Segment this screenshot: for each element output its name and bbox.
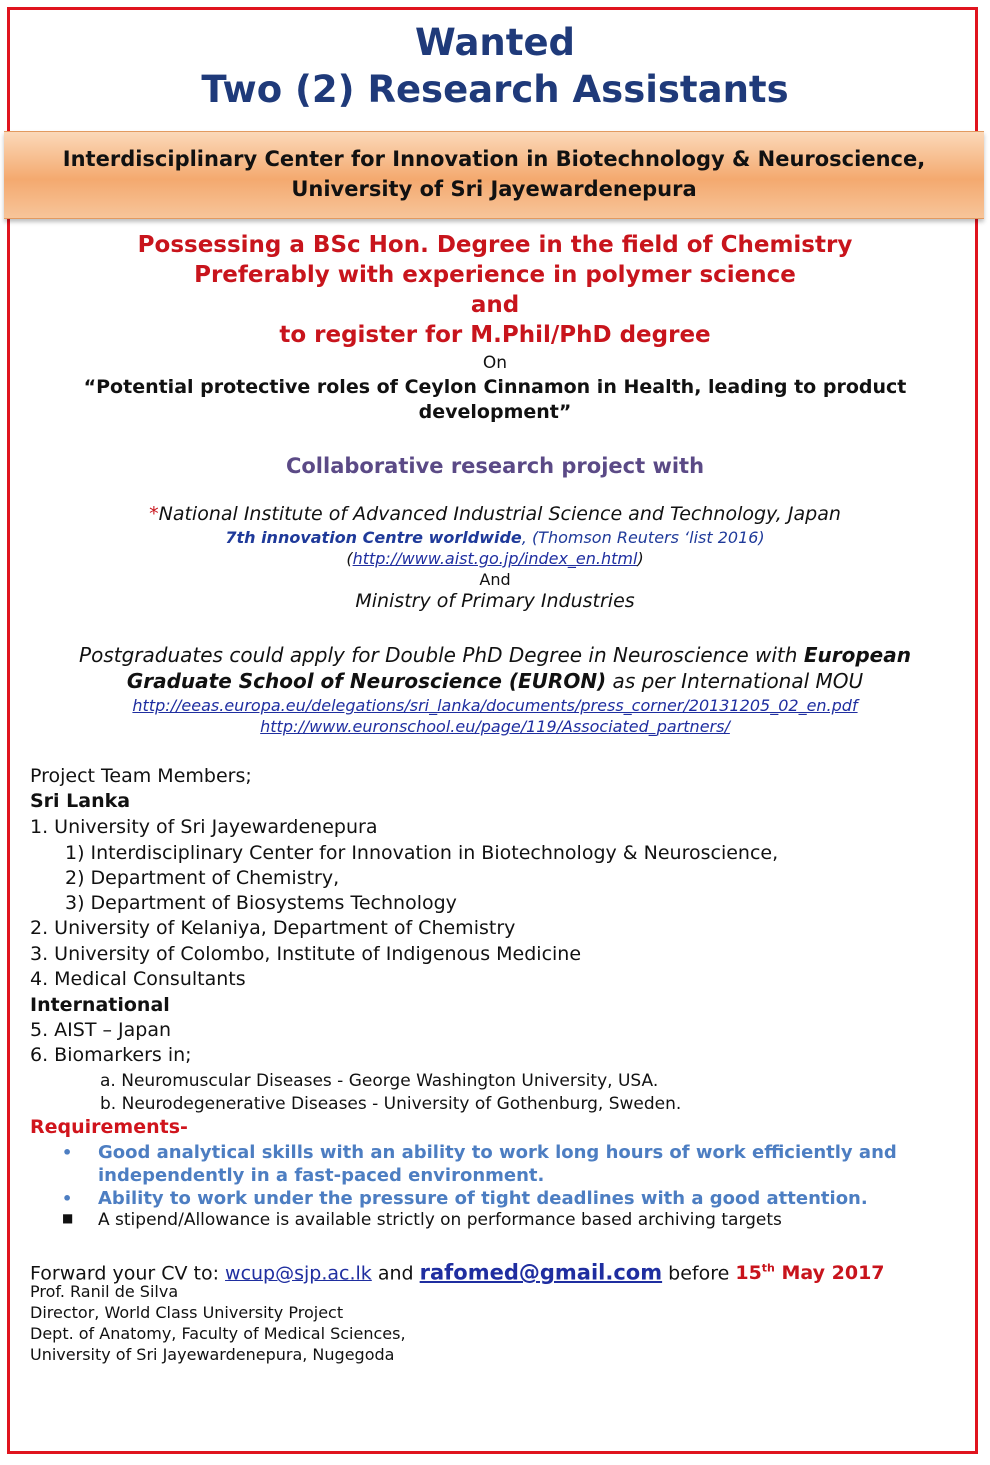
- team-item: 5. AIST – Japan: [30, 1019, 172, 1041]
- qualification-line-1: Possessing a BSc Hon. Degree in the field of Chemistry: [137, 232, 853, 258]
- eeas-link[interactable]: http://eeas.europa.eu/delegations/sri_lanka/documents/press_corner/20131205_02_en.pdf: [132, 696, 858, 715]
- institute-name: National Institute of Advanced Industrial Science and Technology, Japan: [158, 503, 841, 525]
- aist-url-line: [0, 549, 990, 568]
- institute-line: [0, 503, 990, 525]
- rank-rest: , (Thomson Reuters ‘list 2016): [521, 528, 765, 547]
- qualification-line-3: and: [470, 292, 520, 318]
- mou-text: as per International MOU: [606, 669, 864, 693]
- team-subitem: 3) Department of Biosystems Technology: [65, 892, 457, 914]
- on-label: On: [482, 353, 508, 373]
- team-item: 4. Medical Consultants: [30, 968, 246, 990]
- postgrad-text: Postgraduates could apply for Double PhD Degree in Neuroscience with: [79, 643, 804, 667]
- email-wcup[interactable]: wcup@sjp.ac.lk: [225, 1262, 372, 1285]
- deadline-sup: th: [761, 1262, 775, 1275]
- eeas-link-line: [0, 696, 990, 715]
- sri-lanka-heading: Sri Lanka: [30, 790, 131, 812]
- team-item: 6. Biomarkers in;: [30, 1044, 192, 1066]
- and-label: And: [479, 570, 511, 589]
- postgrad-line-2: [0, 669, 990, 693]
- ministry-line: Ministry of Primary Industries: [355, 590, 635, 612]
- page-title: Wanted: [414, 21, 576, 64]
- qualification-line-2: Preferably with experience in polymer science: [194, 262, 796, 288]
- requirement-1-line-1: Good analytical skills with an ability to work long hours of work efficiently and: [98, 1142, 897, 1163]
- bullet-dot: •: [62, 1189, 73, 1208]
- topic-line-2: development”: [418, 401, 572, 423]
- page-subtitle: Two (2) Research Assistants: [201, 68, 789, 111]
- signature-line: Director, World Class University Project: [30, 1303, 344, 1322]
- euron-link-line: [0, 717, 990, 736]
- before-text: before: [662, 1262, 736, 1285]
- institution-banner: [4, 131, 984, 219]
- team-item: 3. University of Colombo, Institute of Indigenous Medicine: [30, 943, 582, 965]
- asterisk: *: [149, 503, 159, 525]
- euron-bold-1: European: [803, 643, 911, 667]
- requirement-3: A stipend/Allowance is available strictly on performance based archiving targets: [98, 1210, 782, 1230]
- signature-line: Dept. of Anatomy, Faculty of Medical Sciences,: [30, 1324, 406, 1343]
- forward-label: Forward your CV to:: [30, 1262, 226, 1285]
- signature-line: University of Sri Jayewardenepura, Nugegoda: [30, 1345, 395, 1364]
- banner-line-1: Interdisciplinary Center for Innovation in Biotechnology & Neuroscience,: [62, 147, 926, 171]
- signature-line: Prof. Ranil de Silva: [30, 1282, 179, 1301]
- topic-line-1: “Potential protective roles of Ceylon Cinnamon in Health, leading to product: [83, 376, 907, 398]
- team-subitem: 2) Department of Chemistry,: [65, 867, 340, 889]
- email-rafomed[interactable]: rafomed@gmail.com: [419, 1260, 663, 1285]
- bullet-square: ■: [62, 1211, 74, 1225]
- team-heading: Project Team Members;: [30, 765, 252, 787]
- team-item: 2. University of Kelaniya, Department of Chemistry: [30, 917, 516, 939]
- team-subitem: 1) Interdisciplinary Center for Innovation in Biotechnology & Neuroscience,: [65, 842, 779, 864]
- collaboration-heading: Collaborative research project with: [285, 454, 705, 478]
- paren-open: (: [346, 549, 353, 568]
- qualification-line-4: to register for M.Phil/PhD degree: [279, 322, 711, 348]
- and-text: and: [371, 1262, 420, 1285]
- banner-line-2: University of Sri Jayewardenepura: [291, 177, 697, 201]
- rank-line: [0, 528, 990, 547]
- international-heading: International: [30, 994, 170, 1016]
- bullet-dot: •: [62, 1143, 73, 1162]
- rank-bold: 7th innovation Centre worldwide: [225, 528, 522, 547]
- paren-close: ): [637, 549, 644, 568]
- requirements-heading: Requirements-: [30, 1116, 188, 1138]
- euron-bold-2: Graduate School of Neuroscience (EURON): [126, 669, 607, 693]
- requirement-1-line-2: independently in a fast-paced environment.: [98, 1165, 545, 1186]
- aist-link[interactable]: http://www.aist.go.jp/index_en.html: [352, 549, 638, 568]
- deadline-day: 15: [735, 1262, 762, 1285]
- postgrad-line-1: [0, 643, 990, 667]
- biomarker-item: a. Neuromuscular Diseases - George Washington University, USA.: [100, 1071, 659, 1091]
- deadline-rest: May 2017: [774, 1262, 885, 1285]
- deadline: [735, 1262, 884, 1284]
- team-item: 1. University of Sri Jayewardenepura: [30, 816, 378, 838]
- biomarker-item: b. Neurodegenerative Diseases - University of Gothenburg, Sweden.: [100, 1094, 682, 1114]
- requirement-2: Ability to work under the pressure of tight deadlines with a good attention.: [98, 1188, 868, 1209]
- euron-link[interactable]: http://www.euronschool.eu/page/119/Associated_partners/: [260, 717, 730, 736]
